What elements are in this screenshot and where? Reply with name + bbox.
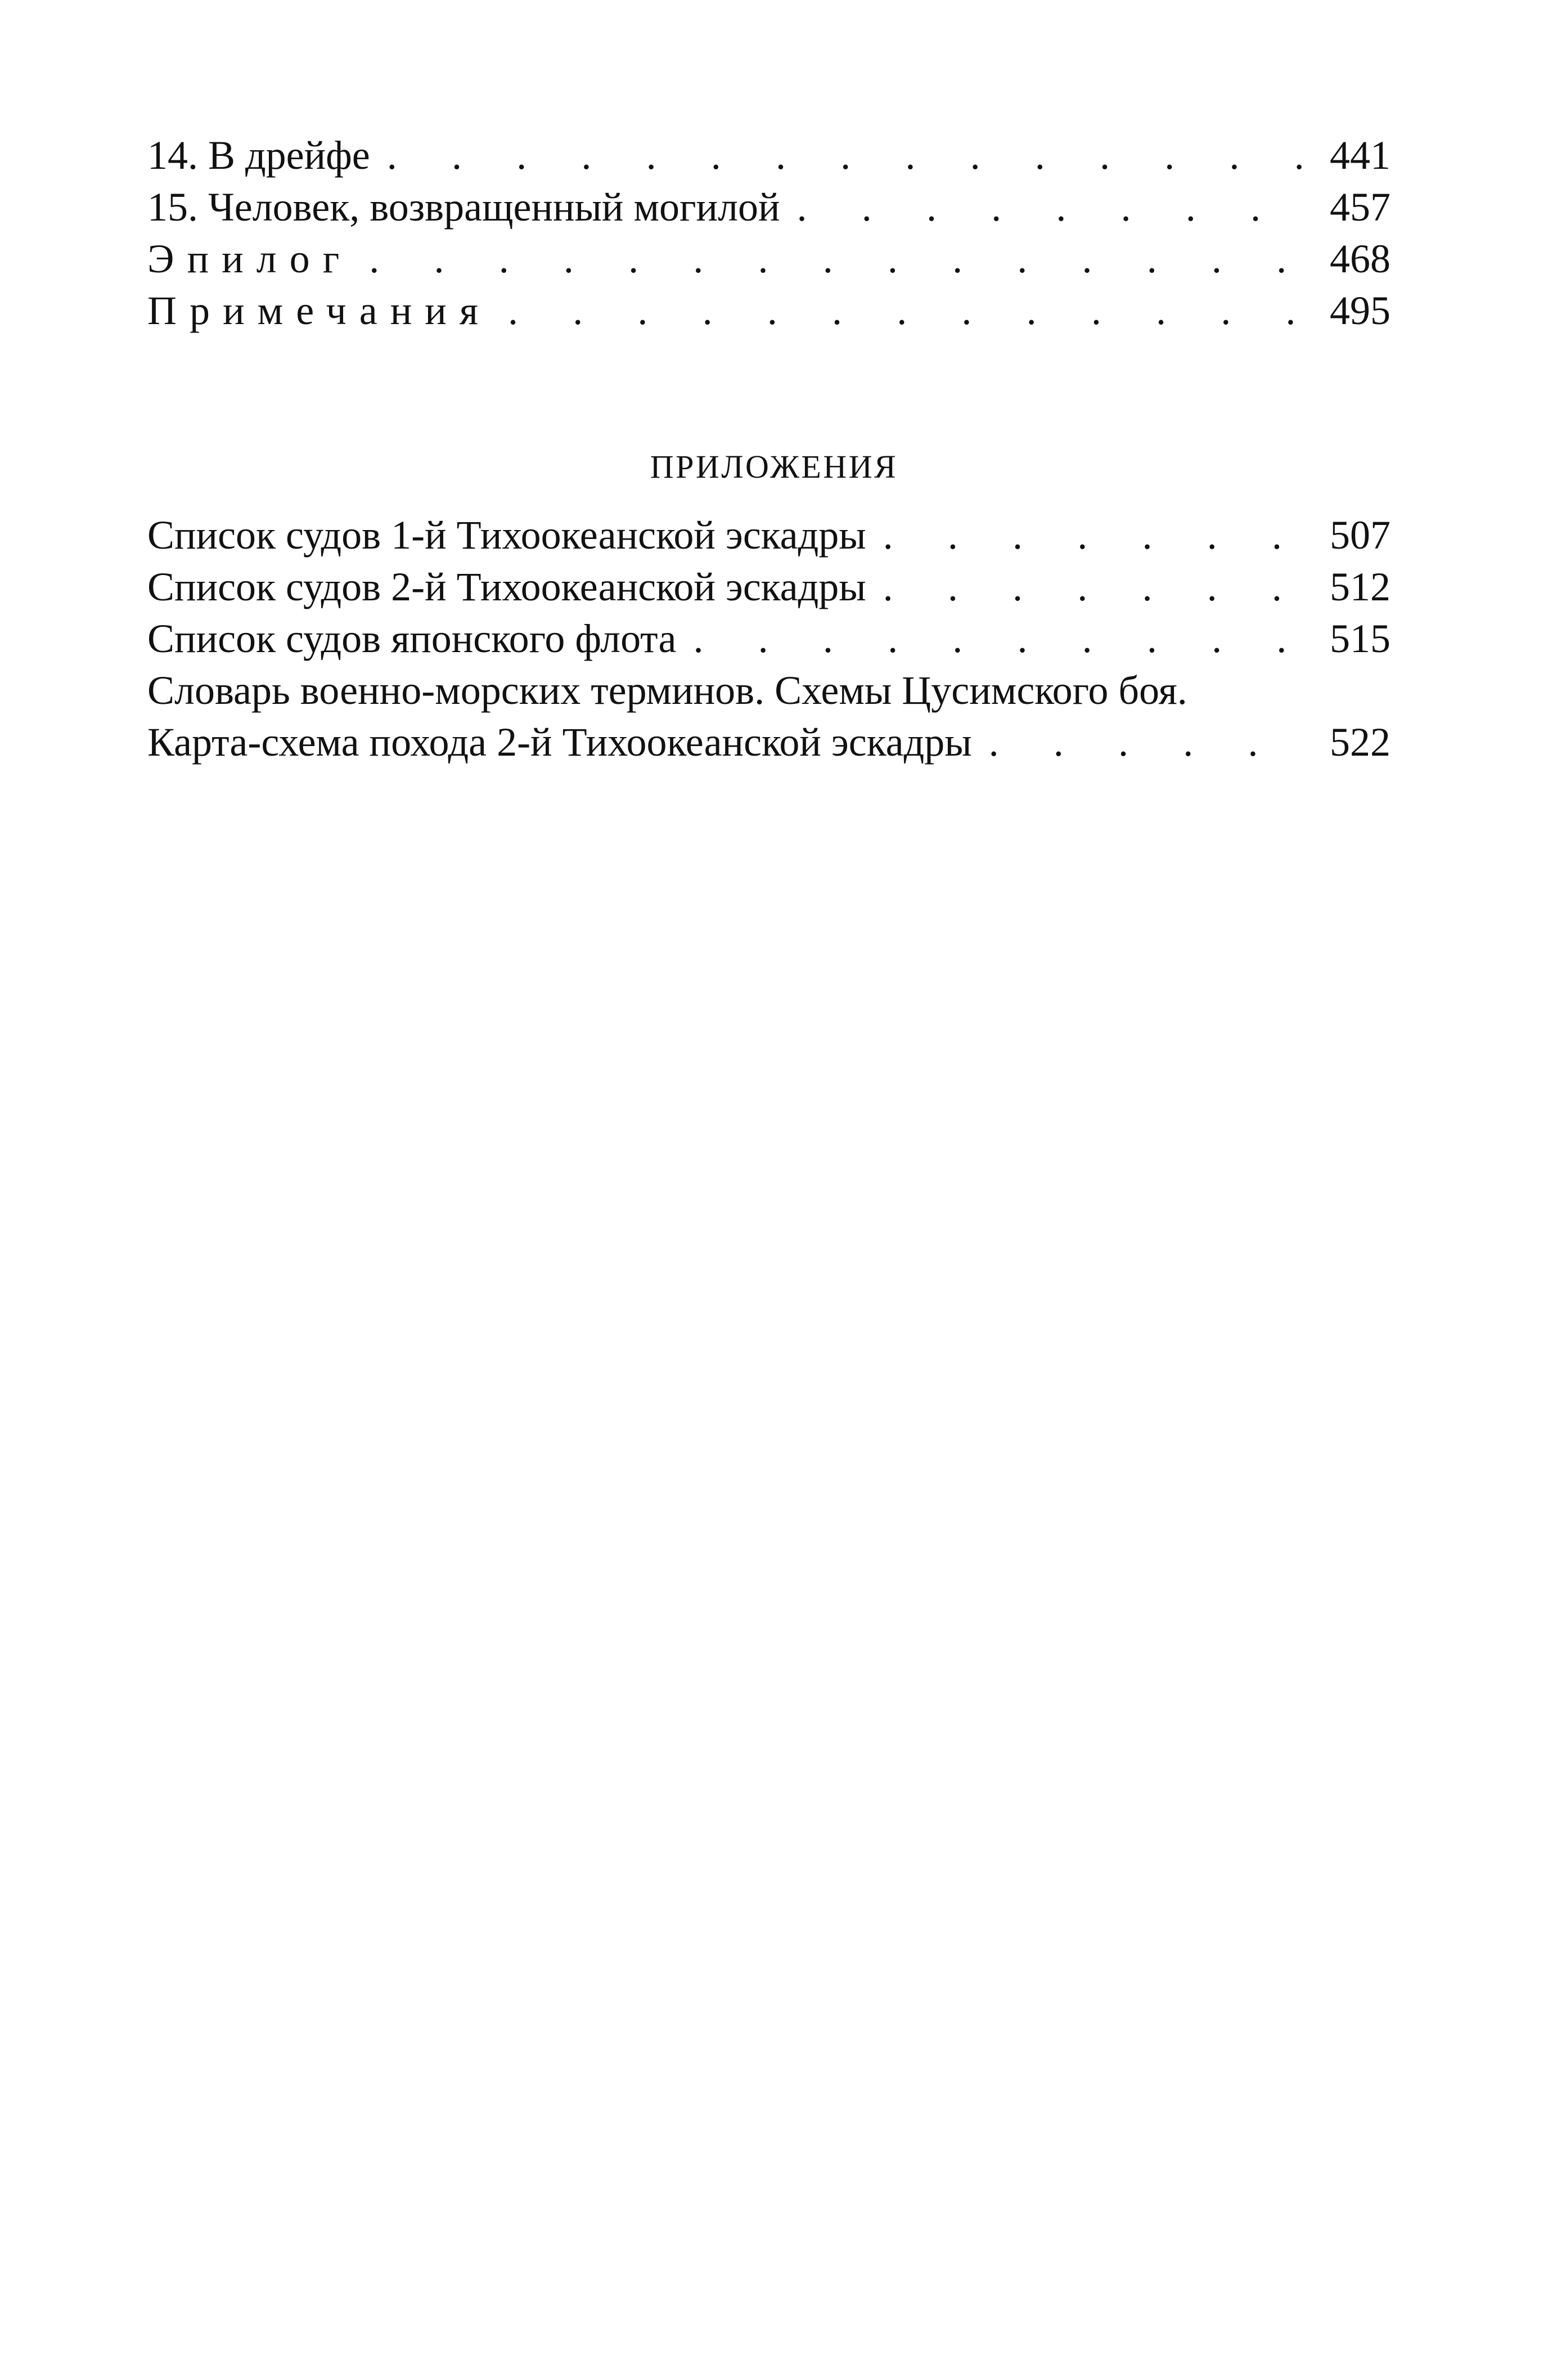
toc-entry-page: 495 <box>1330 288 1390 333</box>
appendix-entry <box>147 509 1390 561</box>
table-of-contents <box>147 129 1390 336</box>
dot-leader <box>883 561 1306 613</box>
appendix-entry-page: 507 <box>1330 513 1390 558</box>
dot-leader <box>369 233 1306 285</box>
appendix-entry <box>147 664 1390 716</box>
appendix-entry-title: Словарь военно-морских терминов. Схемы Цусимского боя. <box>147 668 1187 713</box>
appendix-heading: ПРИЛОЖЕНИЯ <box>650 448 898 485</box>
toc-entry <box>147 233 1390 285</box>
toc-entry <box>147 181 1390 233</box>
appendix-entry <box>147 716 1390 768</box>
toc-entry <box>147 129 1390 181</box>
appendix-entry-title: Список судов 2-й Тихоокеанской эскадры <box>147 564 866 609</box>
appendix-entry-page: 512 <box>1330 564 1390 609</box>
appendix-entry <box>147 561 1390 613</box>
appendix-entry-title: Список судов 1-й Тихоокеанской эскадры <box>147 513 866 558</box>
toc-entry-page: 441 <box>1330 133 1390 178</box>
appendix-contents <box>147 509 1390 768</box>
toc-entry-title: 14. В дрейфе <box>147 133 370 178</box>
appendix-entry <box>147 613 1390 664</box>
toc-entry-title: Примечания <box>147 288 492 333</box>
dot-leader <box>693 613 1306 664</box>
appendix-entry-title: Карта-схема похода 2-й Тихоокеанской эскадры <box>147 720 972 765</box>
appendix-entry-page: 522 <box>1330 720 1390 765</box>
appendix-entry-title: Список судов японского флота <box>147 616 677 661</box>
appendix-entry-page: 515 <box>1330 616 1390 661</box>
dot-leader <box>989 716 1306 768</box>
dot-leader <box>797 181 1306 233</box>
toc-entry <box>147 285 1390 336</box>
toc-entry-title: 15. Человек, возвращенный могилой <box>147 185 780 230</box>
toc-entry-page: 468 <box>1330 236 1390 281</box>
dot-leader <box>508 285 1306 336</box>
toc-entry-page: 457 <box>1330 185 1390 230</box>
dot-leader <box>387 129 1306 181</box>
toc-entry-title: Эпилог <box>147 236 353 281</box>
dot-leader <box>883 509 1306 561</box>
